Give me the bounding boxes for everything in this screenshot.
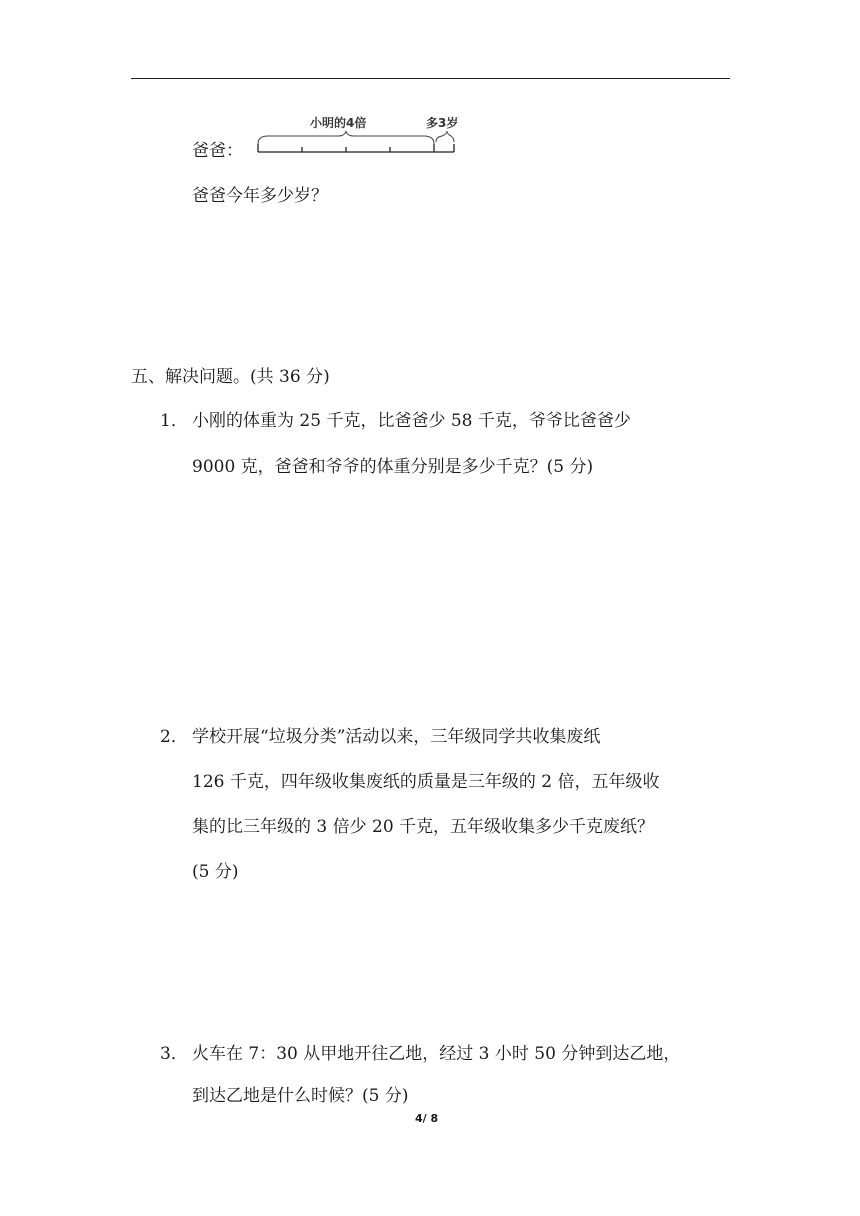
problem-3-line: 到达乙地是什么时候？(5 分) (192, 1086, 409, 1106)
problem-2-line: 126 千克，四年级收集废纸的质量是三年级的 2 倍，五年级收 (192, 772, 660, 792)
header-rule (131, 78, 730, 79)
problem-3-line: 火车在 7：30 从甲地开往乙地，经过 3 小时 50 分钟到达乙地， (192, 1044, 681, 1064)
section-heading: 五、解决问题。(共 36 分) (131, 367, 330, 387)
page-number: 4/ 8 (415, 1112, 439, 1125)
brace-4x (258, 131, 434, 144)
segment-label: 小明的4倍 (310, 116, 367, 130)
problem-1-line: 9000 克，爸爸和爷爷的体重分别是多少千克？(5 分) (192, 457, 594, 477)
problem-2-line: (5 分) (192, 862, 239, 882)
problem-1-number: 1． (160, 411, 188, 431)
dad-label: 爸爸： (192, 141, 243, 161)
problem-2-number: 2． (160, 727, 188, 747)
problem-2-line: 学校开展“垃圾分类”活动以来，三年级同学共收集废纸 (192, 727, 601, 747)
problem-3-number: 3． (160, 1044, 188, 1064)
intro-question: 爸爸今年多少岁？ (192, 186, 328, 206)
problem-1-line: 小刚的体重为 25 千克，比爸爸少 58 千克，爷爷比爸爸少 (192, 411, 631, 431)
brace-extra (436, 131, 454, 142)
problem-2-line: 集的比三年级的 3 倍少 20 千克，五年级收集多少千克废纸？ (192, 817, 655, 837)
extra-label: 多3岁 (426, 116, 459, 130)
line-segment-diagram (250, 110, 480, 160)
